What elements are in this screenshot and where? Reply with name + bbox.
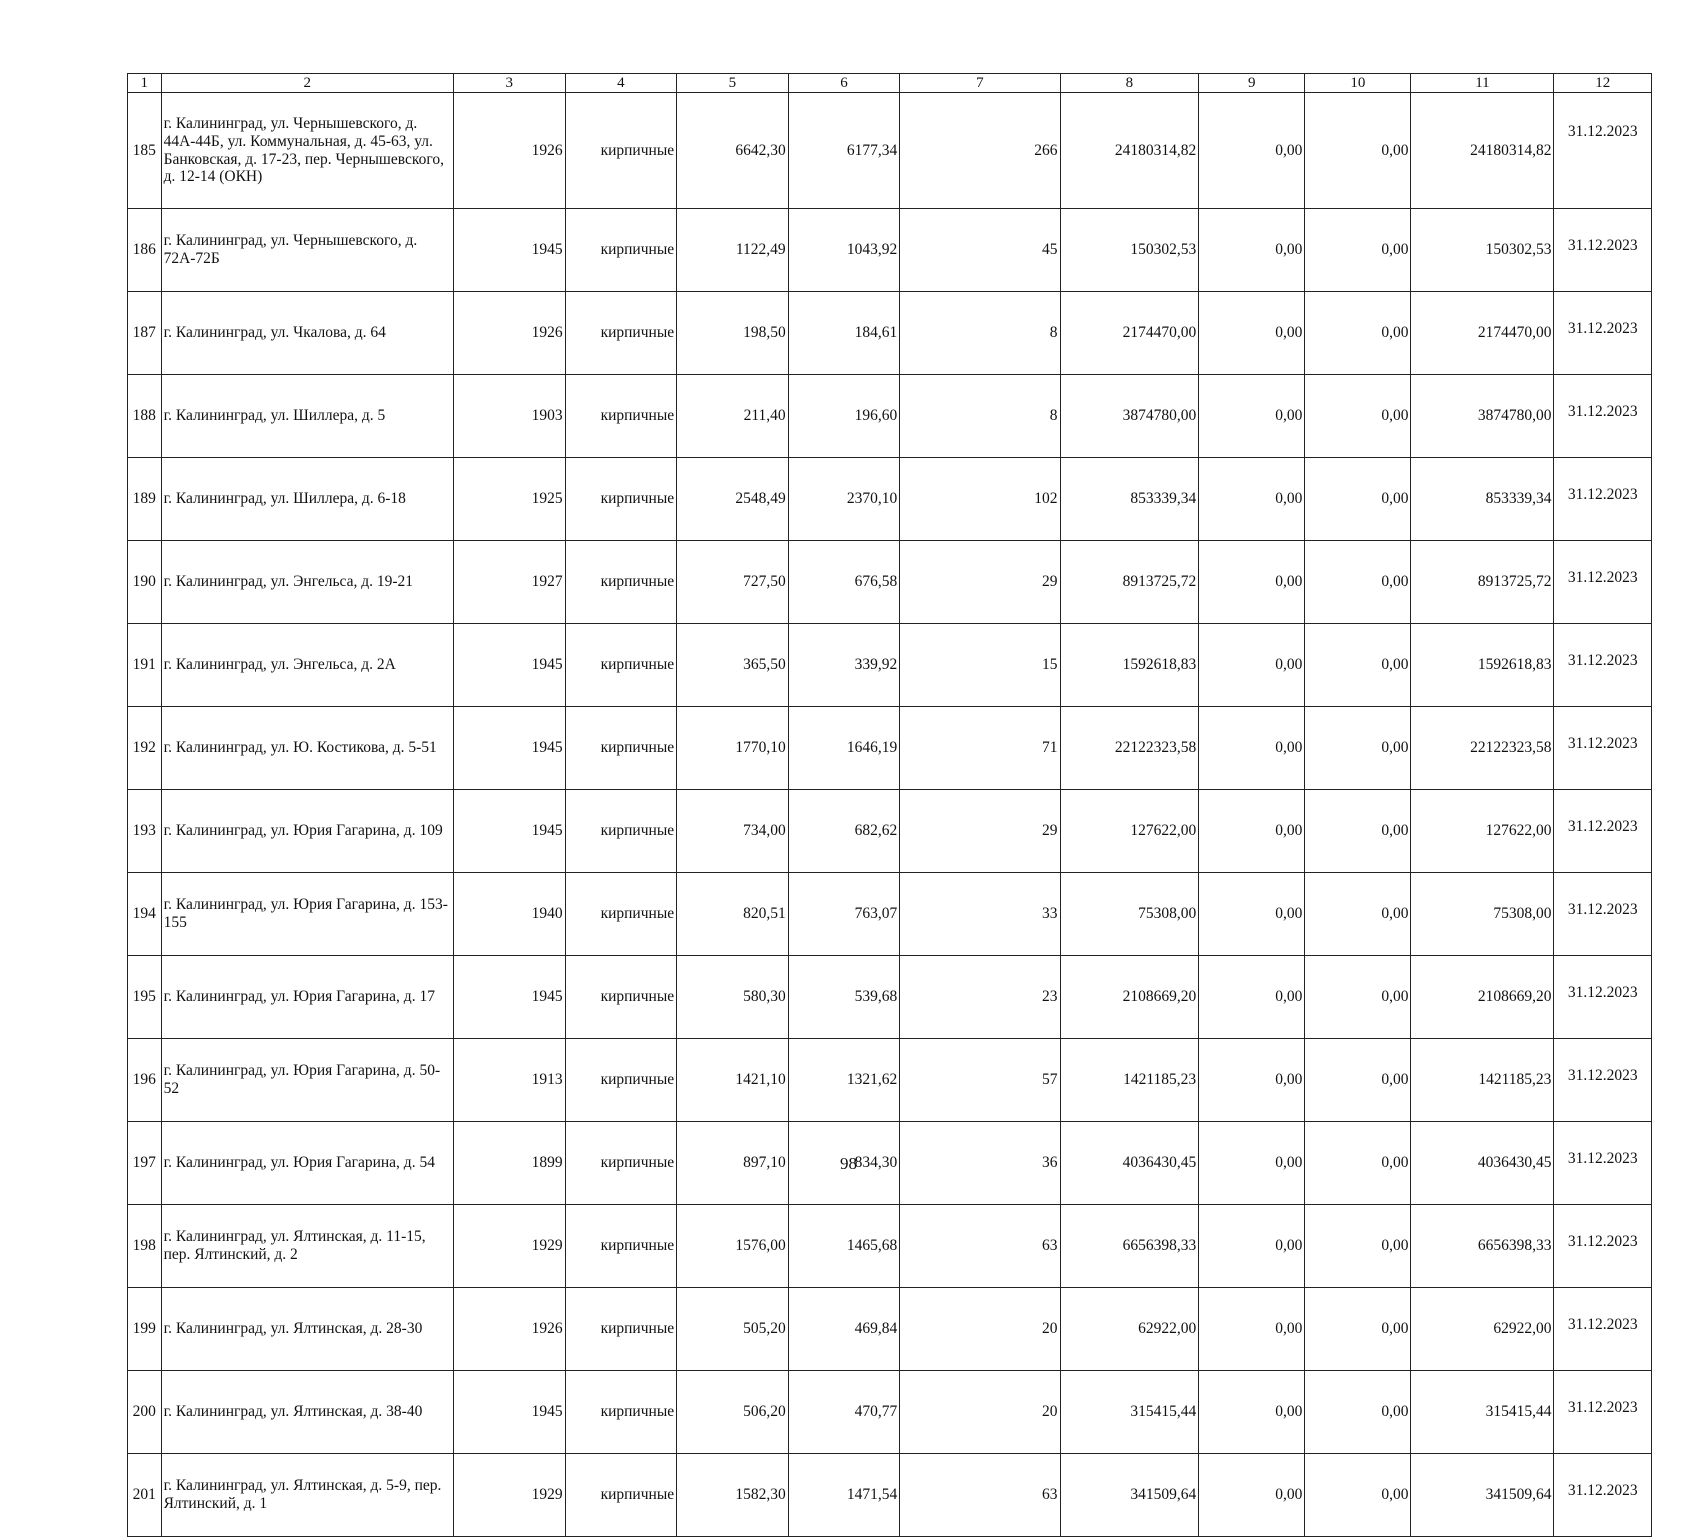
total-area-cell: 897,10 [677,1122,789,1205]
row-number-cell: 196 [128,1039,162,1122]
deadline-date-cell: 31.12.2023 [1554,707,1652,790]
cost-budget-cell: 0,00 [1305,624,1411,707]
cost-budget-cell: 0,00 [1305,1454,1411,1537]
cost-total-cell: 150302,53 [1060,209,1199,292]
cost-total-cell: 6656398,33 [1060,1205,1199,1288]
year-cell: 1913 [454,1039,566,1122]
cost-total-cell: 1421185,23 [1060,1039,1199,1122]
table-row [128,541,1652,624]
wall-material-cell: кирпичные [565,209,677,292]
cost-fund-cell: 0,00 [1199,93,1305,209]
year-cell: 1945 [454,624,566,707]
wall-material-cell: кирпичные [565,873,677,956]
deadline-date-cell: 31.12.2023 [1554,292,1652,375]
page-number: 98 [840,1154,857,1173]
cost-total-cell: 2108669,20 [1060,956,1199,1039]
row-number-cell: 185 [128,93,162,209]
column-number: 11 [1411,74,1554,93]
residents-count-cell: 8 [900,292,1060,375]
cost-other-cell: 2174470,00 [1411,292,1554,375]
total-area-cell: 365,50 [677,624,789,707]
residents-count-cell: 20 [900,1288,1060,1371]
living-area-cell: 469,84 [788,1288,900,1371]
cost-total-cell: 3874780,00 [1060,375,1199,458]
cost-total-cell: 853339,34 [1060,458,1199,541]
deadline-date-cell: 31.12.2023 [1554,1371,1652,1454]
row-number-cell: 195 [128,956,162,1039]
year-cell: 1925 [454,458,566,541]
wall-material-cell: кирпичные [565,1205,677,1288]
row-number-cell: 197 [128,1122,162,1205]
deadline-date-cell: 31.12.2023 [1554,209,1652,292]
cost-fund-cell: 0,00 [1199,873,1305,956]
living-area-cell: 196,60 [788,375,900,458]
cost-total-cell: 2174470,00 [1060,292,1199,375]
cost-budget-cell: 0,00 [1305,541,1411,624]
living-area-cell: 2370,10 [788,458,900,541]
cost-fund-cell: 0,00 [1199,209,1305,292]
year-cell: 1926 [454,292,566,375]
column-number: 10 [1305,74,1411,93]
living-area-cell: 1043,92 [788,209,900,292]
row-number-cell: 193 [128,790,162,873]
row-number-cell: 194 [128,873,162,956]
address-cell: г. Калининград, ул. Юрия Гагарина, д. 54 [161,1122,453,1205]
cost-other-cell: 127622,00 [1411,790,1554,873]
living-area-cell: 682,62 [788,790,900,873]
cost-other-cell: 62922,00 [1411,1288,1554,1371]
year-cell: 1926 [454,93,566,209]
total-area-cell: 1770,10 [677,707,789,790]
table-row [128,707,1652,790]
cost-other-cell: 315415,44 [1411,1371,1554,1454]
cost-other-cell: 3874780,00 [1411,375,1554,458]
cost-total-cell: 75308,00 [1060,873,1199,956]
total-area-cell: 1576,00 [677,1205,789,1288]
table-row [128,1454,1652,1537]
cost-total-cell: 341509,64 [1060,1454,1199,1537]
total-area-cell: 506,20 [677,1371,789,1454]
cost-budget-cell: 0,00 [1305,458,1411,541]
address-cell: г. Калининград, ул. Чкалова, д. 64 [161,292,453,375]
deadline-date-cell: 31.12.2023 [1554,1454,1652,1537]
table-row [128,209,1652,292]
cost-budget-cell: 0,00 [1305,956,1411,1039]
column-number-row [128,74,1652,93]
living-area-cell: 1465,68 [788,1205,900,1288]
cost-budget-cell: 0,00 [1305,292,1411,375]
residents-count-cell: 45 [900,209,1060,292]
document-sheet [127,73,1652,1537]
residents-count-cell: 33 [900,873,1060,956]
residents-count-cell: 29 [900,541,1060,624]
cost-fund-cell: 0,00 [1199,1454,1305,1537]
total-area-cell: 727,50 [677,541,789,624]
table-row [128,292,1652,375]
deadline-date-cell: 31.12.2023 [1554,93,1652,209]
cost-other-cell: 341509,64 [1411,1454,1554,1537]
total-area-cell: 2548,49 [677,458,789,541]
housing-registry-table [127,73,1652,1537]
cost-fund-cell: 0,00 [1199,956,1305,1039]
cost-fund-cell: 0,00 [1199,1205,1305,1288]
deadline-date-cell: 31.12.2023 [1554,1122,1652,1205]
address-cell: г. Калининград, ул. Шиллера, д. 6-18 [161,458,453,541]
column-number: 7 [900,74,1060,93]
cost-budget-cell: 0,00 [1305,1039,1411,1122]
column-number: 9 [1199,74,1305,93]
column-number: 8 [1060,74,1199,93]
row-number-cell: 198 [128,1205,162,1288]
table-row [128,1371,1652,1454]
cost-total-cell: 24180314,82 [1060,93,1199,209]
residents-count-cell: 102 [900,458,1060,541]
row-number-cell: 191 [128,624,162,707]
total-area-cell: 1582,30 [677,1454,789,1537]
deadline-date-cell: 31.12.2023 [1554,1039,1652,1122]
cost-other-cell: 24180314,82 [1411,93,1554,209]
column-number: 6 [788,74,900,93]
cost-budget-cell: 0,00 [1305,873,1411,956]
cost-fund-cell: 0,00 [1199,292,1305,375]
cost-fund-cell: 0,00 [1199,790,1305,873]
cost-fund-cell: 0,00 [1199,1371,1305,1454]
row-number-cell: 201 [128,1454,162,1537]
table-row [128,1039,1652,1122]
living-area-cell: 763,07 [788,873,900,956]
total-area-cell: 734,00 [677,790,789,873]
cost-other-cell: 22122323,58 [1411,707,1554,790]
address-cell: г. Калининград, ул. Ялтинская, д. 38-40 [161,1371,453,1454]
row-number-cell: 199 [128,1288,162,1371]
wall-material-cell: кирпичные [565,624,677,707]
year-cell: 1926 [454,1288,566,1371]
table-row [128,624,1652,707]
deadline-date-cell: 31.12.2023 [1554,375,1652,458]
total-area-cell: 1122,49 [677,209,789,292]
deadline-date-cell: 31.12.2023 [1554,624,1652,707]
cost-fund-cell: 0,00 [1199,1122,1305,1205]
wall-material-cell: кирпичные [565,707,677,790]
living-area-cell: 676,58 [788,541,900,624]
wall-material-cell: кирпичные [565,1122,677,1205]
total-area-cell: 820,51 [677,873,789,956]
total-area-cell: 6642,30 [677,93,789,209]
table-row [128,1288,1652,1371]
address-cell: г. Калининград, ул. Юрия Гагарина, д. 109 [161,790,453,873]
address-cell: г. Калининград, ул. Шиллера, д. 5 [161,375,453,458]
living-area-cell: 470,77 [788,1371,900,1454]
residents-count-cell: 15 [900,624,1060,707]
cost-budget-cell: 0,00 [1305,707,1411,790]
table-row [128,1205,1652,1288]
residents-count-cell: 23 [900,956,1060,1039]
year-cell: 1940 [454,873,566,956]
cost-fund-cell: 0,00 [1199,458,1305,541]
row-number-cell: 188 [128,375,162,458]
living-area-cell: 339,92 [788,624,900,707]
cost-fund-cell: 0,00 [1199,541,1305,624]
row-number-cell: 187 [128,292,162,375]
cost-budget-cell: 0,00 [1305,1122,1411,1205]
table-row [128,375,1652,458]
cost-budget-cell: 0,00 [1305,1205,1411,1288]
table-row [128,873,1652,956]
column-number: 12 [1554,74,1652,93]
deadline-date-cell: 31.12.2023 [1554,541,1652,624]
total-area-cell: 1421,10 [677,1039,789,1122]
address-cell: г. Калининград, ул. Ю. Костикова, д. 5-51 [161,707,453,790]
address-cell: г. Калининград, ул. Ялтинская, д. 28-30 [161,1288,453,1371]
cost-fund-cell: 0,00 [1199,375,1305,458]
address-cell: г. Калининград, ул. Чернышевского, д. 72А-72Б [161,209,453,292]
column-number: 4 [565,74,677,93]
address-cell: г. Калининград, ул. Чернышевского, д. 44А-44Б, ул. Коммунальная, д. 45-63, ул. Банковская, д. 17-23, пер. Чернышевского, д. 12-14 (ОКН) [161,93,453,209]
year-cell: 1945 [454,790,566,873]
table-row [128,790,1652,873]
row-number-cell: 192 [128,707,162,790]
residents-count-cell: 57 [900,1039,1060,1122]
wall-material-cell: кирпичные [565,541,677,624]
wall-material-cell: кирпичные [565,292,677,375]
wall-material-cell: кирпичные [565,458,677,541]
deadline-date-cell: 31.12.2023 [1554,458,1652,541]
column-number: 3 [454,74,566,93]
deadline-date-cell: 31.12.2023 [1554,1288,1652,1371]
cost-fund-cell: 0,00 [1199,1039,1305,1122]
year-cell: 1945 [454,956,566,1039]
cost-budget-cell: 0,00 [1305,209,1411,292]
cost-total-cell: 315415,44 [1060,1371,1199,1454]
residents-count-cell: 71 [900,707,1060,790]
living-area-cell: 1321,62 [788,1039,900,1122]
cost-other-cell: 8913725,72 [1411,541,1554,624]
residents-count-cell: 8 [900,375,1060,458]
cost-other-cell: 150302,53 [1411,209,1554,292]
year-cell: 1903 [454,375,566,458]
cost-total-cell: 8913725,72 [1060,541,1199,624]
wall-material-cell: кирпичные [565,790,677,873]
deadline-date-cell: 31.12.2023 [1554,1205,1652,1288]
cost-total-cell: 1592618,83 [1060,624,1199,707]
row-number-cell: 200 [128,1371,162,1454]
wall-material-cell: кирпичные [565,1371,677,1454]
column-number: 1 [128,74,162,93]
cost-other-cell: 853339,34 [1411,458,1554,541]
year-cell: 1899 [454,1122,566,1205]
row-number-cell: 190 [128,541,162,624]
address-cell: г. Калининград, ул. Ялтинская, д. 5-9, пер. Ялтинский, д. 1 [161,1454,453,1537]
cost-other-cell: 6656398,33 [1411,1205,1554,1288]
living-area-cell: 539,68 [788,956,900,1039]
cost-other-cell: 1592618,83 [1411,624,1554,707]
deadline-date-cell: 31.12.2023 [1554,790,1652,873]
cost-fund-cell: 0,00 [1199,707,1305,790]
living-area-cell: 1471,54 [788,1454,900,1537]
cost-budget-cell: 0,00 [1305,1288,1411,1371]
cost-fund-cell: 0,00 [1199,1288,1305,1371]
deadline-date-cell: 31.12.2023 [1554,956,1652,1039]
cost-budget-cell: 0,00 [1305,790,1411,873]
cost-budget-cell: 0,00 [1305,1371,1411,1454]
wall-material-cell: кирпичные [565,956,677,1039]
total-area-cell: 580,30 [677,956,789,1039]
residents-count-cell: 63 [900,1205,1060,1288]
deadline-date-cell: 31.12.2023 [1554,873,1652,956]
total-area-cell: 505,20 [677,1288,789,1371]
address-cell: г. Калининград, ул. Энгельса, д. 2А [161,624,453,707]
wall-material-cell: кирпичные [565,1454,677,1537]
year-cell: 1945 [454,209,566,292]
cost-budget-cell: 0,00 [1305,375,1411,458]
wall-material-cell: кирпичные [565,375,677,458]
year-cell: 1929 [454,1205,566,1288]
wall-material-cell: кирпичные [565,1288,677,1371]
cost-total-cell: 22122323,58 [1060,707,1199,790]
year-cell: 1945 [454,707,566,790]
residents-count-cell: 29 [900,790,1060,873]
address-cell: г. Калининград, ул. Энгельса, д. 19-21 [161,541,453,624]
living-area-cell: 184,61 [788,292,900,375]
year-cell: 1927 [454,541,566,624]
column-number: 5 [677,74,789,93]
cost-other-cell: 75308,00 [1411,873,1554,956]
cost-other-cell: 2108669,20 [1411,956,1554,1039]
year-cell: 1929 [454,1454,566,1537]
residents-count-cell: 36 [900,1122,1060,1205]
cost-budget-cell: 0,00 [1305,93,1411,209]
residents-count-cell: 266 [900,93,1060,209]
cost-total-cell: 62922,00 [1060,1288,1199,1371]
table-body [128,74,1652,1537]
living-area-cell: 834,30 [788,1122,900,1205]
wall-material-cell: кирпичные [565,1039,677,1122]
residents-count-cell: 20 [900,1371,1060,1454]
column-number: 2 [161,74,453,93]
residents-count-cell: 63 [900,1454,1060,1537]
address-cell: г. Калининград, ул. Ялтинская, д. 11-15, пер. Ялтинский, д. 2 [161,1205,453,1288]
total-area-cell: 198,50 [677,292,789,375]
row-number-cell: 186 [128,209,162,292]
cost-total-cell: 127622,00 [1060,790,1199,873]
address-cell: г. Калининград, ул. Юрия Гагарина, д. 17 [161,956,453,1039]
address-cell: г. Калининград, ул. Юрия Гагарина, д. 153-155 [161,873,453,956]
table-row [128,956,1652,1039]
living-area-cell: 6177,34 [788,93,900,209]
table-row [128,458,1652,541]
wall-material-cell: кирпичные [565,93,677,209]
cost-total-cell: 4036430,45 [1060,1122,1199,1205]
table-row [128,93,1652,209]
total-area-cell: 211,40 [677,375,789,458]
living-area-cell: 1646,19 [788,707,900,790]
address-cell: г. Калининград, ул. Юрия Гагарина, д. 50-52 [161,1039,453,1122]
cost-fund-cell: 0,00 [1199,624,1305,707]
cost-other-cell: 1421185,23 [1411,1039,1554,1122]
year-cell: 1945 [454,1371,566,1454]
row-number-cell: 189 [128,458,162,541]
cost-other-cell: 4036430,45 [1411,1122,1554,1205]
